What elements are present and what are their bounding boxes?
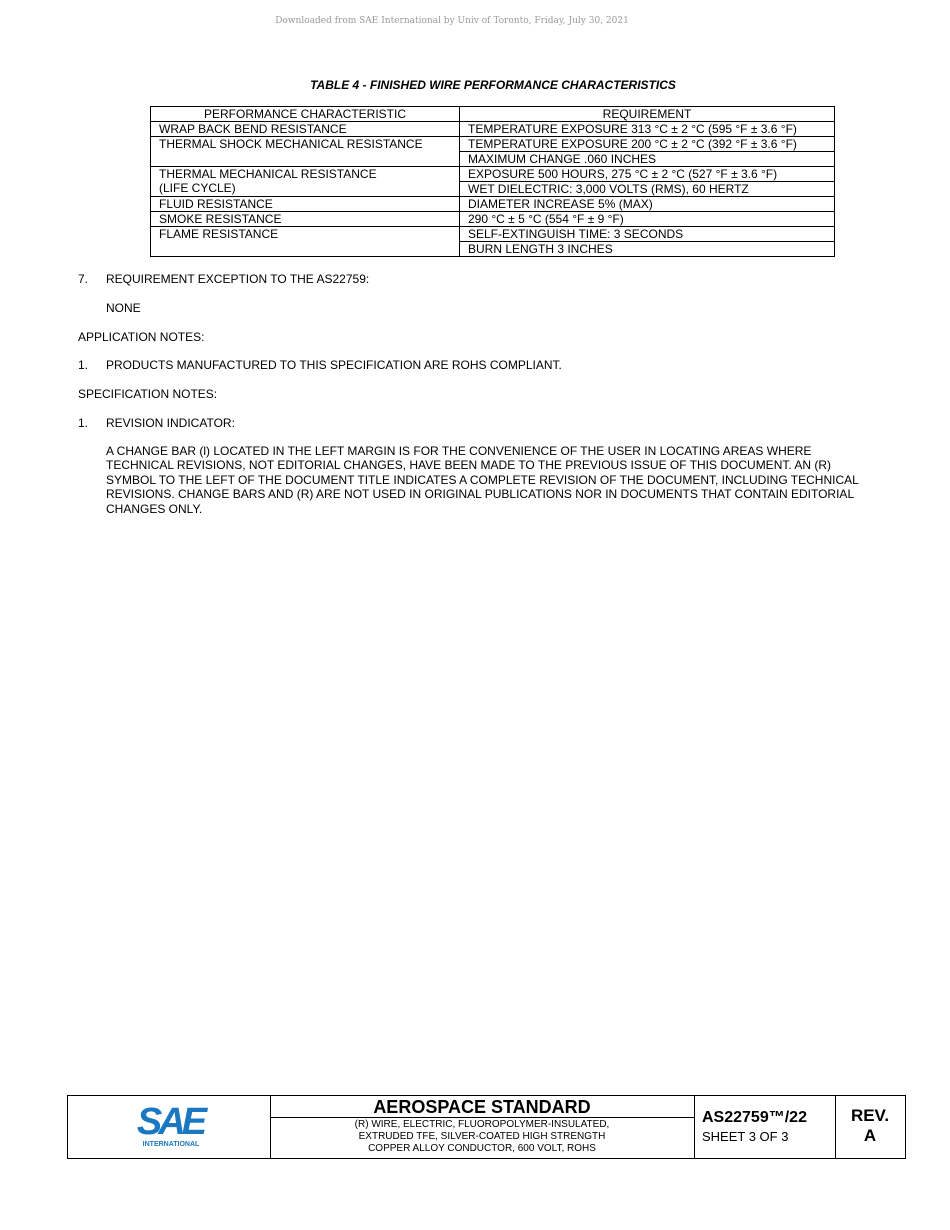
table-header-requirement: REQUIREMENT <box>460 107 835 122</box>
table-row <box>151 167 835 182</box>
document-number-cell <box>694 1096 836 1158</box>
sheet-number: SHEET 3 OF 3 <box>702 1129 789 1144</box>
sae-logo-letters: SAE <box>136 1101 204 1143</box>
row-characteristic: WRAP BACK BEND RESISTANCE <box>151 122 460 137</box>
row-characteristic: THERMAL SHOCK MECHANICAL RESISTANCE <box>151 137 460 167</box>
row-requirement: MAXIMUM CHANGE .060 INCHES <box>460 152 835 167</box>
standard-type-title: AEROSPACE STANDARD <box>270 1096 694 1118</box>
application-notes-heading: APPLICATION NOTES: <box>78 330 205 344</box>
row-requirement: BURN LENGTH 3 INCHES <box>460 242 835 257</box>
document-title-line: COPPER ALLOY CONDUCTOR, 600 VOLT, ROHS <box>368 1143 596 1154</box>
row-characteristic: SMOKE RESISTANCE <box>151 212 460 227</box>
specification-note-number: 1. <box>78 416 89 430</box>
row-requirement: SELF-EXTINGUISH TIME: 3 SECONDS <box>460 227 835 242</box>
row-characteristic <box>151 167 460 197</box>
row-requirement: TEMPERATURE EXPOSURE 313 °C ± 2 °C (595 °F ± 3.6 °F) <box>460 122 835 137</box>
table-header-row <box>151 107 835 122</box>
row-requirement: TEMPERATURE EXPOSURE 200 °C ± 2 °C (392 °F ± 3.6 °F) <box>460 137 835 152</box>
table-header-characteristic: PERFORMANCE CHARACTERISTIC <box>151 107 460 122</box>
specification-notes-heading: SPECIFICATION NOTES: <box>78 387 218 401</box>
revision-label: REV. <box>850 1106 890 1125</box>
download-watermark: Downloaded from SAE International by Univ of Toronto, Friday, July 30, 2021 <box>275 16 629 26</box>
section-7-value: NONE <box>106 301 141 315</box>
title-block-description <box>270 1096 695 1158</box>
title-block <box>67 1095 906 1159</box>
application-note-text: PRODUCTS MANUFACTURED TO THIS SPECIFICATION ARE ROHS COMPLIANT. <box>106 358 562 372</box>
sae-logo-subtitle: INTERNATIONAL <box>142 1141 200 1148</box>
specification-note-title: REVISION INDICATOR: <box>106 416 235 430</box>
row-characteristic-line2: (LIFE CYCLE) <box>159 181 236 195</box>
sae-logo-mark <box>68 1096 270 1158</box>
table-row <box>151 227 835 242</box>
performance-table <box>150 106 835 257</box>
row-characteristic-line1: THERMAL MECHANICAL RESISTANCE <box>159 167 377 181</box>
table-title: TABLE 4 - FINISHED WIRE PERFORMANCE CHARACTERISTICS <box>310 78 676 92</box>
row-characteristic: FLUID RESISTANCE <box>151 197 460 212</box>
section-7-number: 7. <box>78 272 89 286</box>
table-row <box>151 137 835 152</box>
row-requirement: EXPOSURE 500 HOURS, 275 °C ± 2 °C (527 °F ± 3.6 °F) <box>460 167 835 182</box>
row-characteristic: FLAME RESISTANCE <box>151 227 460 257</box>
document-title-line: (R) WIRE, ELECTRIC, FLUOROPOLYMER-INSULATED, <box>354 1119 610 1130</box>
row-requirement: DIAMETER INCREASE 5% (MAX) <box>460 197 835 212</box>
application-note-number: 1. <box>78 358 89 372</box>
document-title-line: EXTRUDED TFE, SILVER-COATED HIGH STRENGTH <box>358 1131 606 1142</box>
sae-logo <box>68 1096 271 1158</box>
revision-value: A <box>863 1126 877 1145</box>
row-requirement: 290 °C ± 5 °C (554 °F ± 9 °F) <box>460 212 835 227</box>
section-7-text: REQUIREMENT EXCEPTION TO THE AS22759: <box>106 272 370 286</box>
document-title <box>270 1118 694 1155</box>
table-row <box>151 197 835 212</box>
revision-cell <box>835 1096 905 1158</box>
document-number: AS22759™/22 <box>702 1109 807 1126</box>
specification-note-body: A CHANGE BAR (l) LOCATED IN THE LEFT MARGIN IS FOR THE CONVENIENCE OF THE USER IN LOCATING AREAS WHERE TECHNICAL REVISIONS, NOT EDITORIAL CHANGES, HAVE BEEN MADE TO THE PREVIOUS ISSUE OF THIS DOCUMENT. AN (R) SYMBOL TO THE LEFT OF THE DOCUMENT TITLE INDICATES A COMPLETE REVISION OF THE DOCUMENT, INCLUDING TECHNICAL REVISIONS. CHANGE BARS AND (R) ARE NOT USED IN ORIGINAL PUBLICATIONS NOR IN DOCUMENTS THAT CONTAIN EDITORIAL CHANGES ONLY. <box>106 444 859 516</box>
table-row <box>151 122 835 137</box>
table-row <box>151 212 835 227</box>
row-requirement: WET DIELECTRIC: 3,000 VOLTS (RMS), 60 HERTZ <box>460 182 835 197</box>
